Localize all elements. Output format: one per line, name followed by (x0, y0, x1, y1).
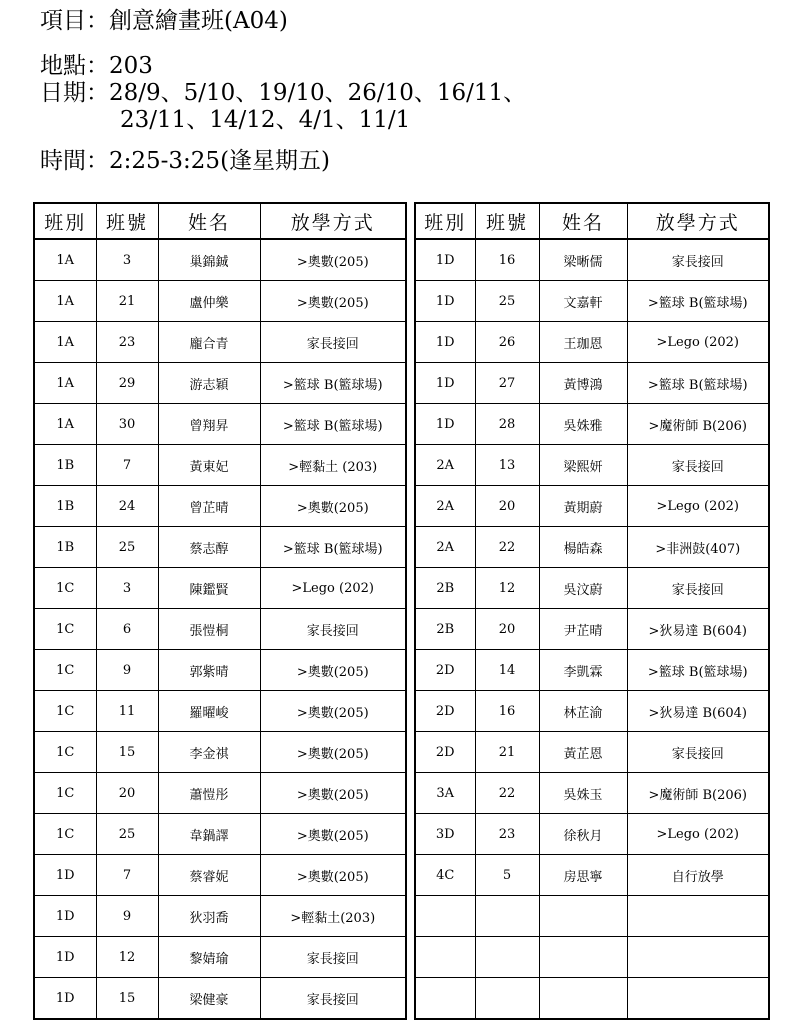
table-row (415, 322, 769, 363)
roster-table-left (33, 202, 407, 1020)
cell-name: 盧仲樂 (158, 281, 260, 322)
table-row (34, 732, 406, 773)
cell-class: 1C (34, 650, 96, 691)
dates-value-line2: 23/11、14/12、4/1、11/1 (120, 107, 411, 133)
cell-class: 1D (34, 896, 96, 937)
location-value: 203 (109, 53, 153, 79)
table-row (34, 404, 406, 445)
cell-dismissal: >奧數(205) (260, 486, 406, 527)
cell-class: 2A (415, 486, 475, 527)
col-header-dismissal: 放學方式 (627, 203, 769, 239)
cell-dismissal: 家長接回 (260, 322, 406, 363)
col-header-number: 班號 (475, 203, 539, 239)
cell-dismissal: >籃球 B(籃球場) (627, 363, 769, 404)
project-value: 創意繪畫班(A04) (109, 8, 288, 34)
cell-number: 25 (96, 814, 158, 855)
cell-dismissal: >奧數(205) (260, 281, 406, 322)
cell-dismissal: >輕黏土 (203) (260, 445, 406, 486)
cell-name: 梁健豪 (158, 978, 260, 1020)
cell-dismissal: >奧數(205) (260, 855, 406, 896)
table-row (34, 896, 406, 937)
table-row (415, 896, 769, 937)
cell-name: 狄羽喬 (158, 896, 260, 937)
cell-name: 徐秋月 (539, 814, 627, 855)
cell-dismissal (627, 896, 769, 937)
table-row (34, 239, 406, 281)
table-row (34, 445, 406, 486)
cell-name: 吳姝玉 (539, 773, 627, 814)
cell-number: 20 (96, 773, 158, 814)
cell-class: 1C (34, 732, 96, 773)
cell-dismissal: >魔術師 B(206) (627, 404, 769, 445)
cell-number: 30 (96, 404, 158, 445)
cell-class: 1D (415, 322, 475, 363)
cell-number: 3 (96, 239, 158, 281)
time-line (40, 148, 526, 175)
dates-label: 日期： (40, 80, 109, 106)
time-value: 2:25-3:25(逢星期五) (109, 148, 331, 174)
cell-number (475, 978, 539, 1020)
cell-class (415, 937, 475, 978)
table-row (415, 404, 769, 445)
cell-name: 蔡志醇 (158, 527, 260, 568)
cell-dismissal (627, 937, 769, 978)
cell-number: 26 (475, 322, 539, 363)
cell-dismissal: >魔術師 B(206) (627, 773, 769, 814)
cell-dismissal: >輕黏土(203) (260, 896, 406, 937)
cell-name: 羅曜峻 (158, 691, 260, 732)
col-header-class: 班別 (34, 203, 96, 239)
table-row (415, 978, 769, 1020)
cell-dismissal: >奧數(205) (260, 650, 406, 691)
cell-class: 1D (415, 281, 475, 322)
table-row (415, 650, 769, 691)
cell-dismissal: >Lego (202) (260, 568, 406, 609)
table-row (415, 445, 769, 486)
cell-number: 14 (475, 650, 539, 691)
cell-dismissal: 家長接回 (627, 568, 769, 609)
cell-class: 2B (415, 609, 475, 650)
cell-name (539, 896, 627, 937)
cell-dismissal: >奧數(205) (260, 239, 406, 281)
cell-class: 1A (34, 239, 96, 281)
cell-name: 韋鍋譯 (158, 814, 260, 855)
cell-class: 1C (34, 773, 96, 814)
cell-name: 黃博鴻 (539, 363, 627, 404)
project-label: 項目： (40, 8, 109, 34)
table-row (34, 568, 406, 609)
cell-number: 9 (96, 650, 158, 691)
cell-class (415, 896, 475, 937)
cell-name: 黃期蔚 (539, 486, 627, 527)
cell-class: 2D (415, 732, 475, 773)
cell-class: 1A (34, 322, 96, 363)
cell-name: 黃芷恩 (539, 732, 627, 773)
table-row (415, 486, 769, 527)
cell-number: 7 (96, 855, 158, 896)
dates-line (40, 80, 526, 107)
cell-dismissal: 自行放學 (627, 855, 769, 896)
cell-name: 黎婧瑜 (158, 937, 260, 978)
table-row (415, 855, 769, 896)
cell-name: 曾翔昇 (158, 404, 260, 445)
location-line (40, 53, 526, 80)
cell-number: 11 (96, 691, 158, 732)
cell-name: 龐合青 (158, 322, 260, 363)
cell-name: 李凱霖 (539, 650, 627, 691)
cell-name: 黃東妃 (158, 445, 260, 486)
col-header-class: 班別 (415, 203, 475, 239)
cell-dismissal: 家長接回 (627, 445, 769, 486)
cell-number: 16 (475, 691, 539, 732)
cell-class: 3D (415, 814, 475, 855)
cell-name: 游志穎 (158, 363, 260, 404)
cell-dismissal: >籃球 B(籃球場) (260, 363, 406, 404)
cell-class: 1B (34, 445, 96, 486)
col-header-name: 姓名 (539, 203, 627, 239)
cell-name: 吳汶蔚 (539, 568, 627, 609)
cell-number: 13 (475, 445, 539, 486)
cell-name: 梁熙妍 (539, 445, 627, 486)
time-label: 時間： (40, 148, 109, 174)
cell-number: 15 (96, 732, 158, 773)
cell-name: 蔡睿妮 (158, 855, 260, 896)
cell-number: 21 (475, 732, 539, 773)
cell-dismissal: >非洲鼓(407) (627, 527, 769, 568)
cell-class: 4C (415, 855, 475, 896)
cell-number: 22 (475, 773, 539, 814)
cell-number: 23 (96, 322, 158, 363)
table-row (34, 855, 406, 896)
cell-number: 21 (96, 281, 158, 322)
cell-number: 20 (475, 609, 539, 650)
cell-class: 1C (34, 568, 96, 609)
cell-dismissal: >籃球 B(籃球場) (260, 527, 406, 568)
project-line (40, 8, 526, 35)
cell-name: 巢錦鋮 (158, 239, 260, 281)
cell-dismissal: >奧數(205) (260, 773, 406, 814)
roster-table-right (414, 202, 770, 1020)
cell-class: 1C (34, 814, 96, 855)
cell-class: 1D (415, 239, 475, 281)
cell-class: 1B (34, 486, 96, 527)
col-header-dismissal: 放學方式 (260, 203, 406, 239)
cell-dismissal (627, 978, 769, 1020)
cell-number: 3 (96, 568, 158, 609)
cell-dismissal: >Lego (202) (627, 814, 769, 855)
table-row (415, 609, 769, 650)
table-row (34, 691, 406, 732)
cell-number: 15 (96, 978, 158, 1020)
cell-dismissal: >籃球 B(籃球場) (627, 650, 769, 691)
cell-name: 郭紫晴 (158, 650, 260, 691)
cell-dismissal: >奧數(205) (260, 691, 406, 732)
cell-number: 25 (96, 527, 158, 568)
cell-number: 20 (475, 486, 539, 527)
cell-name: 張愷桐 (158, 609, 260, 650)
cell-dismissal: >奧數(205) (260, 814, 406, 855)
cell-name: 文嘉軒 (539, 281, 627, 322)
cell-number (475, 937, 539, 978)
cell-class (415, 978, 475, 1020)
cell-dismissal: >狄易達 B(604) (627, 609, 769, 650)
cell-dismissal: 家長接回 (627, 732, 769, 773)
cell-class: 1A (34, 281, 96, 322)
cell-dismissal: 家長接回 (260, 609, 406, 650)
cell-name: 尹芷晴 (539, 609, 627, 650)
cell-dismissal: >籃球 B(籃球場) (627, 281, 769, 322)
cell-class: 1C (34, 609, 96, 650)
cell-number: 12 (96, 937, 158, 978)
cell-class: 1D (34, 937, 96, 978)
cell-class: 2D (415, 650, 475, 691)
table-row (34, 527, 406, 568)
cell-number: 6 (96, 609, 158, 650)
cell-class: 1D (34, 978, 96, 1020)
cell-number: 9 (96, 896, 158, 937)
table-row (34, 281, 406, 322)
table-header-row (415, 203, 769, 239)
dates-line-continued (40, 107, 526, 134)
cell-class: 1A (34, 363, 96, 404)
cell-dismissal: 家長接回 (627, 239, 769, 281)
table-row (34, 773, 406, 814)
table-row (415, 814, 769, 855)
cell-number: 29 (96, 363, 158, 404)
table-row (34, 814, 406, 855)
cell-dismissal: 家長接回 (260, 978, 406, 1020)
cell-name: 楊皓森 (539, 527, 627, 568)
col-header-number: 班號 (96, 203, 158, 239)
col-header-name: 姓名 (158, 203, 260, 239)
cell-number: 25 (475, 281, 539, 322)
cell-class: 2D (415, 691, 475, 732)
cell-number: 12 (475, 568, 539, 609)
header-info (40, 8, 526, 175)
cell-class: 1D (415, 404, 475, 445)
table-row (34, 609, 406, 650)
table-row (415, 691, 769, 732)
cell-dismissal: 家長接回 (260, 937, 406, 978)
cell-number (475, 896, 539, 937)
table-header-row (34, 203, 406, 239)
cell-class: 1D (415, 363, 475, 404)
table-row (415, 773, 769, 814)
cell-class: 2B (415, 568, 475, 609)
cell-number: 24 (96, 486, 158, 527)
table-row (34, 937, 406, 978)
cell-name: 林芷渝 (539, 691, 627, 732)
dates-value-line1: 28/9、5/10、19/10、26/10、16/11、 (109, 80, 527, 106)
location-label: 地點： (40, 53, 109, 79)
table-row (415, 937, 769, 978)
cell-name: 王珈恩 (539, 322, 627, 363)
cell-number: 22 (475, 527, 539, 568)
cell-class: 2A (415, 445, 475, 486)
table-row (34, 322, 406, 363)
cell-dismissal: >奧數(205) (260, 732, 406, 773)
table-row (34, 978, 406, 1020)
cell-dismissal: >Lego (202) (627, 486, 769, 527)
cell-dismissal: >Lego (202) (627, 322, 769, 363)
table-row (34, 486, 406, 527)
cell-number: 28 (475, 404, 539, 445)
table-row (34, 363, 406, 404)
cell-number: 23 (475, 814, 539, 855)
cell-name: 房思寧 (539, 855, 627, 896)
cell-class: 1A (34, 404, 96, 445)
cell-class: 2A (415, 527, 475, 568)
cell-name: 蕭愷彤 (158, 773, 260, 814)
table-row (415, 239, 769, 281)
cell-number: 27 (475, 363, 539, 404)
table-row (415, 568, 769, 609)
cell-class: 1B (34, 527, 96, 568)
cell-name: 李金祺 (158, 732, 260, 773)
cell-name (539, 937, 627, 978)
cell-number: 16 (475, 239, 539, 281)
cell-class: 3A (415, 773, 475, 814)
cell-dismissal: >籃球 B(籃球場) (260, 404, 406, 445)
cell-number: 5 (475, 855, 539, 896)
cell-name: 吳姝雅 (539, 404, 627, 445)
cell-name: 陳鑑賢 (158, 568, 260, 609)
table-row (415, 363, 769, 404)
cell-class: 1C (34, 691, 96, 732)
table-row (415, 281, 769, 322)
cell-dismissal: >狄易達 B(604) (627, 691, 769, 732)
table-row (34, 650, 406, 691)
cell-name: 梁晰儒 (539, 239, 627, 281)
table-row (415, 732, 769, 773)
table-row (415, 527, 769, 568)
cell-name (539, 978, 627, 1020)
cell-name: 曾芷晴 (158, 486, 260, 527)
cell-class: 1D (34, 855, 96, 896)
cell-number: 7 (96, 445, 158, 486)
